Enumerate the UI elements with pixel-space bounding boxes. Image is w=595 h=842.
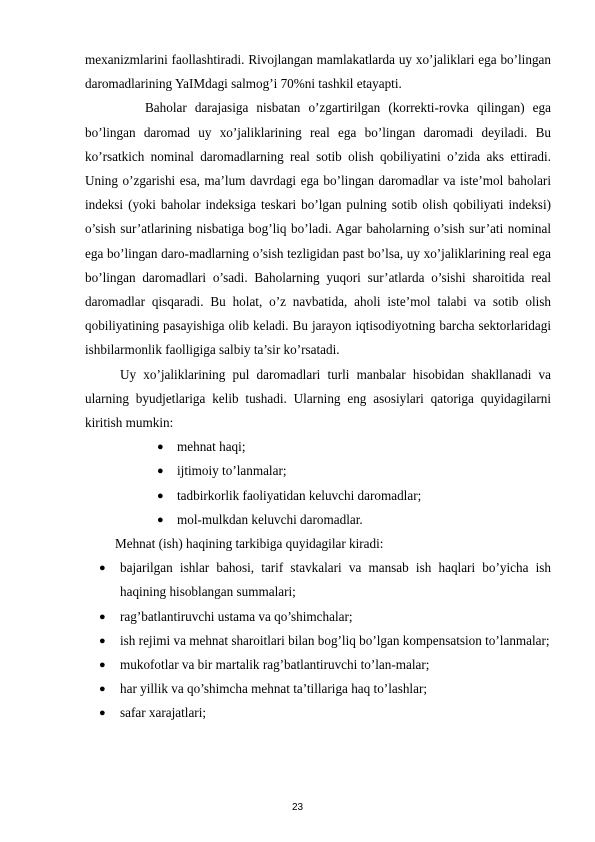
income-sources-list: [85, 435, 551, 532]
list-item: [85, 629, 551, 653]
wage-components-list: [85, 556, 551, 725]
list-item-text: mukofotlar va bir martalik rag’batlantiruvchi to’lan-malar;: [120, 657, 430, 673]
paragraph-continuation: mexanizmlarini faollashtiradi. Rivojlangan mamlakatlarda uy xo’jaliklari ega bo’lingan daromadlarining YaIMdagi salmog’i 70%ni tashkil etayapti.: [85, 52, 551, 92]
list-item-text: mol-mulkdan keluvchi daromadlar.: [177, 511, 363, 527]
page-number: 23: [291, 802, 304, 813]
bullet-icon: ●: [99, 634, 106, 647]
list-item-text: har yillik va qo’shimcha mehnat ta’tillariga haq to’lashlar;: [120, 681, 428, 697]
list-item-text: ish rejimi va mehnat sharoitlari bilan bog’liq bo’lgan kompensatsion to’lanmalar;: [120, 632, 550, 648]
list-item-text: safar xarajatlari;: [120, 705, 207, 721]
list-item: [85, 435, 551, 459]
page-content: [85, 48, 551, 726]
list-item: [85, 556, 551, 604]
paragraph-income-sources-intro: Uy xo’jaliklarining pul daromadlari turli manbalar hisobidan shakllanadi va ularning byudjetlariga kelib tushadi. Ularning eng asosiylari qatoriga quyidagilarni kiritish mumkin:: [85, 366, 551, 431]
list-item: [85, 701, 551, 725]
list-item: [85, 508, 551, 532]
list-item-text: ijtimoiy to’lanmalar;: [177, 463, 287, 479]
list-item: [85, 459, 551, 483]
bullet-icon: ●: [157, 513, 164, 526]
list-item: [85, 605, 551, 629]
bullet-icon: ●: [99, 610, 106, 623]
list-item: [85, 653, 551, 677]
list-item-text: tadbirkorlik faoliyatidan keluvchi daromadlar;: [177, 487, 422, 503]
list-item-text: bajarilgan ishlar bahosi, tarif stavkalari va mansab ish haqlari bo’yicha ish haqining hisoblangan summalari;: [120, 560, 551, 600]
paragraph-real-income: Baholar darajasiga nisbatan o’zgartirilgan (korrekti-rovka qilingan) ega bo’lingan daromad uy xo’jaliklarining real ega bo’lingan daromadi deyiladi. Bu ko’rsatkich nominal daromadlarning real sotib olish qobiliyatini o’zida aks ettiradi. Uning o’zgarishi esa, ma’lum davrdagi ega bo’lingan daromadlar va iste’mol baholari indeksi (yoki baholar indeksiga teskari bo’lgan pulning sotib olish qobiliyati indeksi) o’sish sur’atlarining nisbatiga bog’liq bo’ladi. Agar baholarning o’sish sur’ati nominal ega bo’lingan daro-madlarning o’sish tezligidan past bo’lsa, uy xo’jaliklarining real ega bo’lingan daromadlari o’sadi. Baholarning yuqori sur’atlarda o’sishi sharoitida real daromadlar qisqaradi. Bu holat, o’z navbatida, aholi iste’mol talabi va sotib olish qobiliyatining pasayishiga olib keladi. Bu jarayon iqtisodiyotning barcha sektorlaridagi ishbilarmonlik faolligiga salbiy ta’sir ko’rsatadi.: [85, 100, 551, 358]
bullet-icon: ●: [99, 683, 106, 696]
bullet-icon: ●: [157, 441, 164, 454]
bullet-icon: ●: [157, 465, 164, 478]
list-item: [85, 677, 551, 701]
list-item-text: rag’batlantiruvchi ustama va qo’shimchalar;: [120, 608, 353, 624]
list-item-text: mehnat haqi;: [177, 439, 246, 455]
bullet-icon: ●: [99, 659, 106, 672]
bullet-icon: ●: [99, 707, 106, 720]
bullet-icon: ●: [99, 562, 106, 575]
list-item: [85, 484, 551, 508]
bullet-icon: ●: [157, 489, 164, 502]
paragraph-wage-components-intro: Mehnat (ish) haqining tarkibiga quyidagilar kiradi:: [115, 536, 384, 552]
